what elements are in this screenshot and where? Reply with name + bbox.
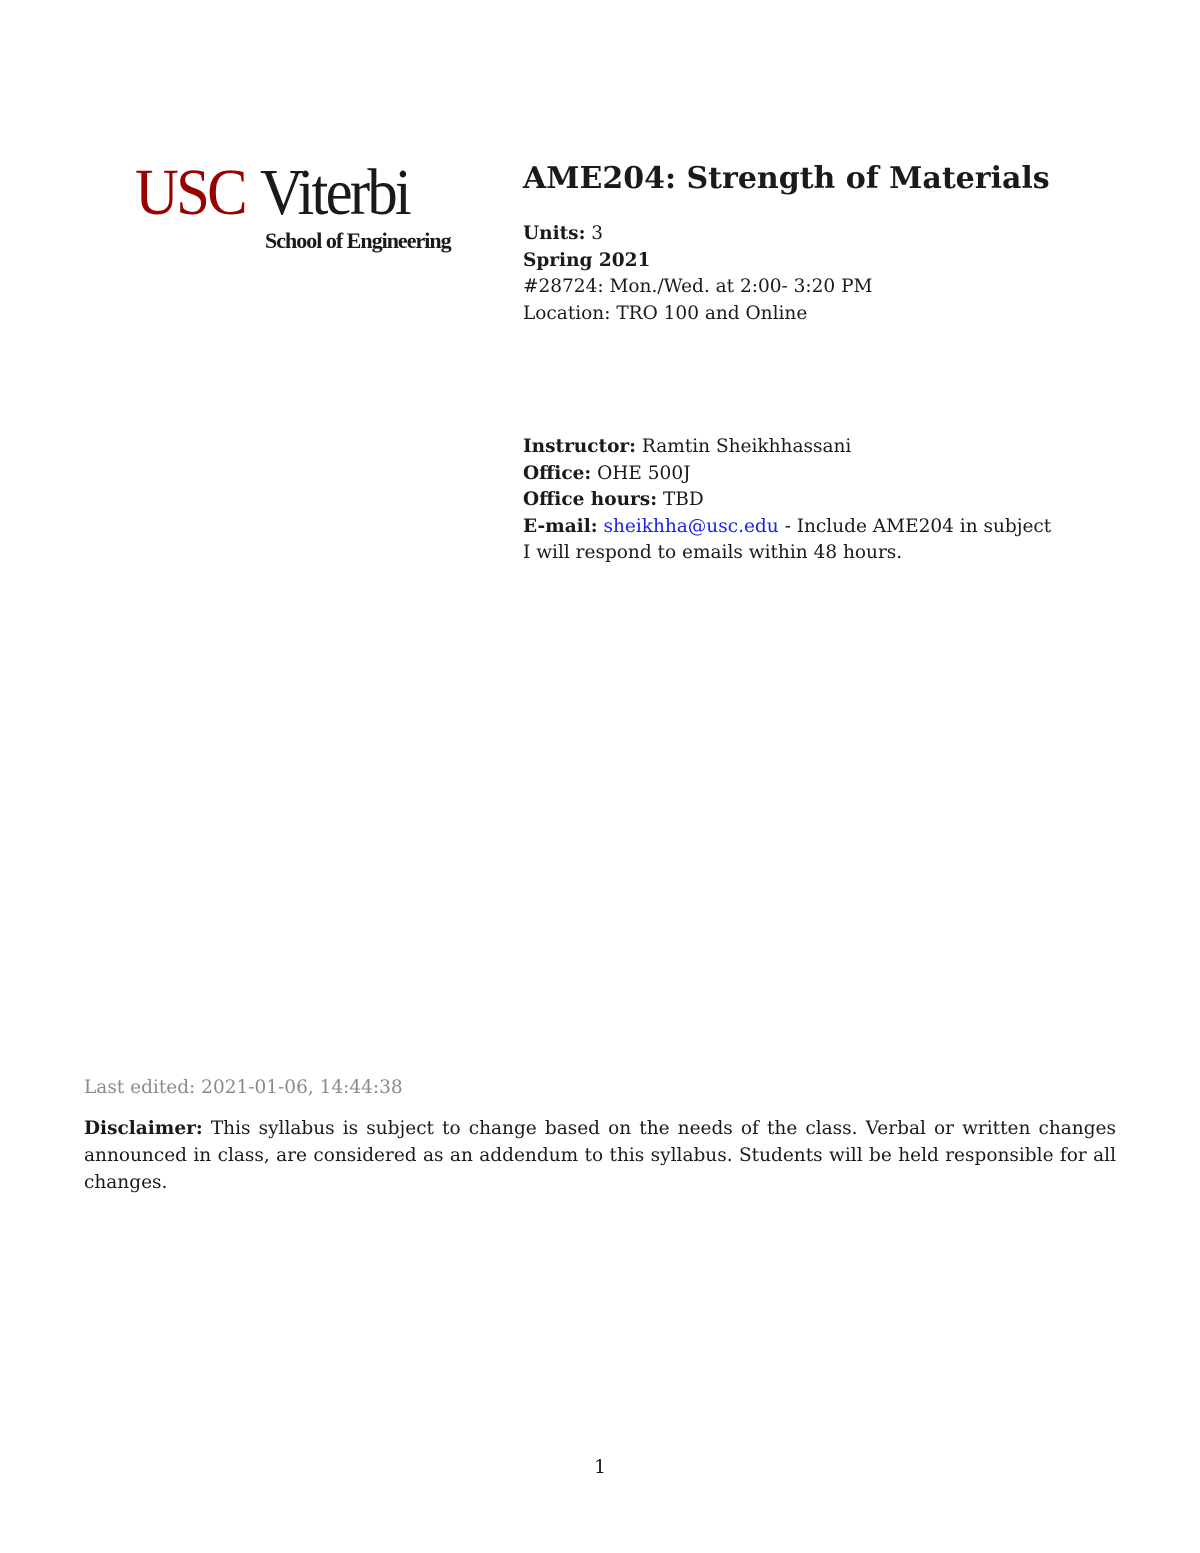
instructor-label: Instructor: <box>523 436 636 457</box>
usc-viterbi-logo <box>135 156 465 260</box>
units-value: 3 <box>591 223 604 244</box>
instructor-info <box>523 434 1051 567</box>
email-note: - Include AME204 in subject <box>784 515 1052 537</box>
units-label: Units: <box>523 223 586 244</box>
logo-viterbi-wordmark: Viterbi <box>260 156 410 229</box>
logo-school-subtitle: School of Engineering <box>265 228 451 253</box>
office-label: Office: <box>523 462 592 484</box>
location-line: Location: TRO 100 and Online <box>523 302 808 324</box>
disclaimer-paragraph <box>84 1115 1116 1196</box>
office-hours-value: TBD <box>662 489 704 511</box>
instructor-name: Ramtin Sheikhhassani <box>641 436 852 457</box>
office-hours-label: Office hours: <box>523 489 658 511</box>
logo-usc-wordmark: USC <box>135 156 245 229</box>
office-line <box>523 461 1051 488</box>
email-link[interactable]: sheikhha@usc.edu <box>603 515 779 537</box>
disclaimer-label: Disclaimer: <box>84 1118 203 1139</box>
office-value: OHE 500J <box>597 462 691 484</box>
instructor-line <box>523 434 1051 461</box>
course-info <box>523 221 872 327</box>
course-title: AME204: Strength of Materials <box>523 161 1050 196</box>
page-number: 1 <box>594 1457 606 1478</box>
section-line: #28724: Mon./Wed. at 2:00- 3:20 PM <box>523 276 873 298</box>
email-line <box>523 514 1051 541</box>
office-hours-line <box>523 487 1051 514</box>
last-edited-stamp: Last edited: 2021-01-06, 14:44:38 <box>84 1077 403 1098</box>
term-line: Spring 2021 <box>523 249 651 271</box>
units-line <box>523 221 872 248</box>
response-note: I will respond to emails within 48 hours. <box>523 542 903 564</box>
email-label: E-mail: <box>523 515 598 537</box>
disclaimer-text: This syllabus is subject to change based on the needs of the class. Verbal or written changes announced in class, are considered as an addendum to this syllabus. Students will be held responsible for all changes. <box>84 1118 1116 1193</box>
